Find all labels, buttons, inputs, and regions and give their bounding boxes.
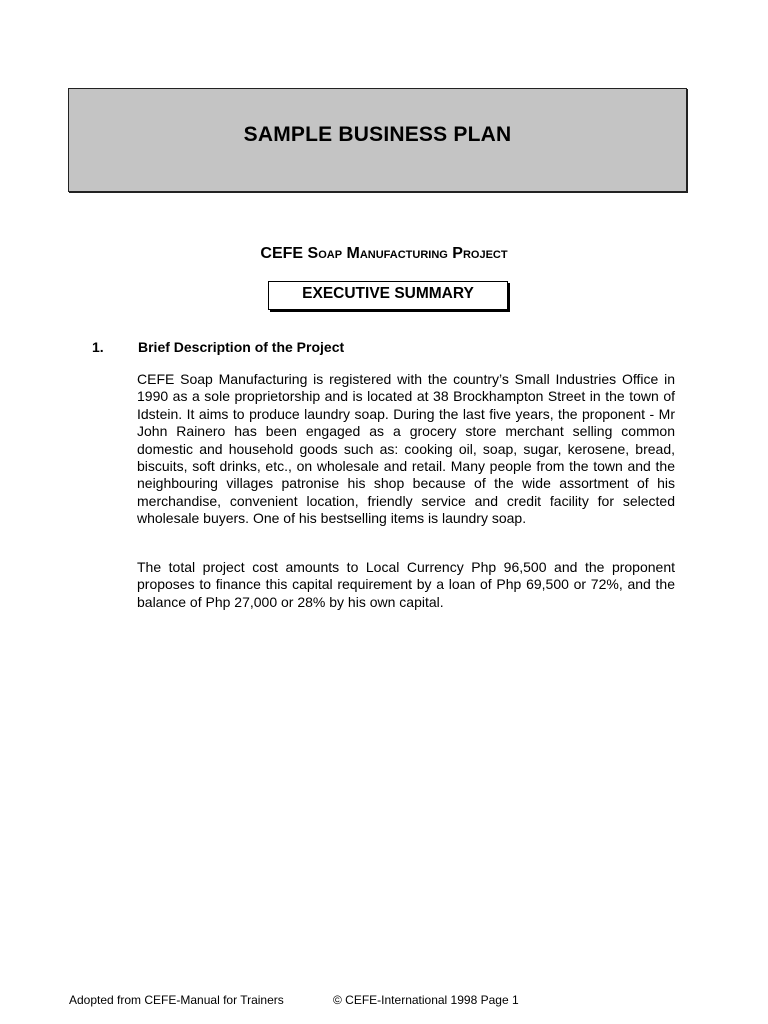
section-title: Brief Description of the Project xyxy=(138,339,345,355)
project-heading xyxy=(0,245,768,263)
footer-copyright-page: © CEFE-International 1998 Page 1 xyxy=(333,993,519,1007)
project-heading-part3: M xyxy=(342,245,360,262)
title-banner xyxy=(68,88,687,192)
executive-summary-box: EXECUTIVE SUMMARY xyxy=(268,281,508,310)
project-heading-part4: ANUFACTURING xyxy=(359,249,448,261)
project-heading-part5: P xyxy=(447,245,463,262)
project-heading-part2: OAP xyxy=(318,249,343,261)
project-heading-part6: ROJECT xyxy=(462,249,508,261)
paragraph-description: CEFE Soap Manufacturing is registered with the country’s Small Industries Office in 1990 as a sole proprietorship and is located at 38 Brockhampton Street in the town of Idstein. It aims to produce laundry soap. During the last five years, the proponent - Mr John Rainero has been engaged as a grocery store merchant selling common domestic and household goods such as: cooking oil, soap, sugar, kerosene, bread, biscuits, soft drinks, etc., on wholesale and retail. Many people from the town and the neighbouring villages patronise his shop because of the wide assortment of his merchandise, convenient location, friendly service and credit facility for selected wholesale buyers. One of his bestselling items is laundry soap. xyxy=(137,371,675,527)
project-heading-part1: CEFE S xyxy=(260,245,319,262)
paragraph-project-cost: The total project cost amounts to Local Currency Php 96,500 and the proponent proposes to finance this capital requirement by a loan of Php 69,500 or 72%, and the balance of Php 27,000 or 28% by his own capital. xyxy=(137,559,675,610)
footer-source: Adopted from CEFE-Manual for Trainers xyxy=(69,993,284,1007)
section-number: 1. xyxy=(92,339,104,355)
document-title: SAMPLE BUSINESS PLAN xyxy=(243,123,512,146)
